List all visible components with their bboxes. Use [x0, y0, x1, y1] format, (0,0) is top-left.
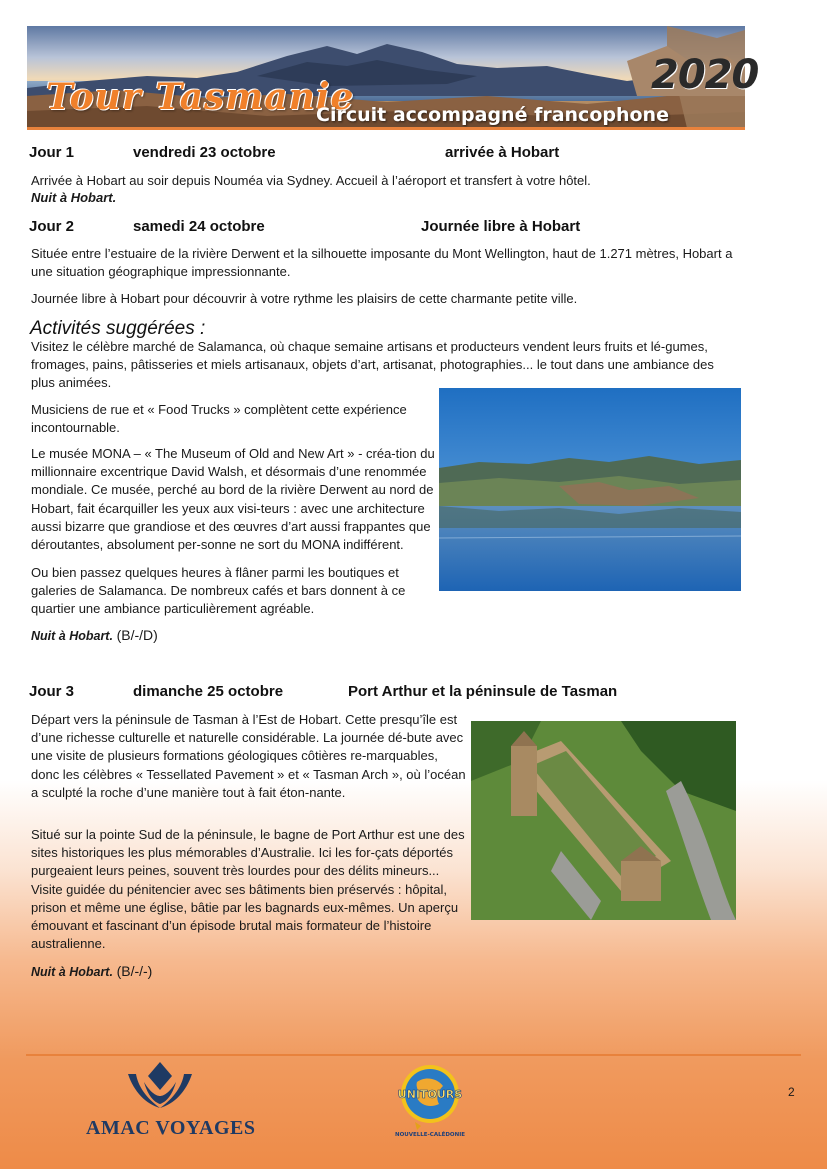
banner-divider	[27, 127, 745, 130]
activity-mona: Le musée MONA – « The Museum of Old and New Art » - créa-tion du millionnaire excentrique David Walsh, et désormais d’une renommée mondiale. Ce musée, perché au bord de la rivière Derwent au nord de Hobart, fait écarquiller les yeux aux visi-teurs : avec une architecture aussi bizarre que grandiose et des œuvres d’art aussi frappantes que déroutantes, absolument per-sonne ne sort du MONA indifférent.	[31, 446, 435, 553]
unitours-logo	[395, 1060, 465, 1140]
day1-paragraph: Arrivée à Hobart au soir depuis Nouméa via Sydney. Accueil à l’aéroport et transfert à votre hôtel.	[31, 173, 591, 188]
day3-meals: (B/-/-)	[116, 963, 153, 979]
day3-date: dimanche 25 octobre	[133, 683, 284, 700]
hobart-river-photo	[439, 388, 741, 591]
day2-nuit: Nuit à Hobart.	[31, 629, 113, 643]
port-arthur-church-photo	[471, 721, 736, 920]
day1-title: arrivée à Hobart	[445, 144, 560, 161]
year-label: 2020	[651, 52, 759, 98]
day3-title: Port Arthur et la péninsule de Tasman	[348, 683, 618, 700]
activities-heading: Activités suggérées :	[30, 318, 206, 339]
day1-nuit: Nuit à Hobart.	[31, 190, 117, 205]
activity-salamanca-galleries: Ou bien passez quelques heures à flâner parmi les boutiques et galeries de Salamanca. De nombreux cafés et bars donnent à ce quartier une ambiance particulièrement agréable.	[31, 565, 406, 617]
day3-label: Jour 3	[29, 683, 75, 700]
footer-divider	[26, 1054, 801, 1056]
day2-label: Jour 2	[29, 218, 75, 235]
day2-paragraph-2: Journée libre à Hobart pour découvrir à votre rythme les plaisirs de cette charmante petite ville.	[31, 291, 578, 306]
banner-subtitle: Circuit accompagné francophone	[316, 104, 669, 126]
unitours-wordmark: UNITOURS	[397, 1088, 463, 1101]
day3-nuit: Nuit à Hobart.	[31, 965, 113, 979]
day2-date: samedi 24 octobre	[133, 218, 265, 235]
day2-meals: (B/-/D)	[116, 627, 158, 643]
day3-paragraph-1: Départ vers la péninsule de Tasman à l’Est de Hobart. Cette presqu’île est d’une richesse culturelle et naturelle considérable. La journée dé-bute avec une visite de plusieurs formations géologiques côtières re-marquables, donc les célèbres « Tessellated Pavement » et « Tasman Arch », où l’océan a sculpté la roche d’une manière tout à fait éton-nante.	[31, 712, 466, 800]
day1-label: Jour 1	[29, 144, 75, 161]
activity-food-trucks: Musiciens de rue et « Food Trucks » complètent cette expérience incontournable.	[31, 402, 407, 436]
amac-voyages-logo: AMAC VOYAGES	[86, 1117, 256, 1139]
day3-nuit-line	[31, 962, 152, 981]
unitours-subtitle: NOUVELLE-CALÉDONIE	[395, 1132, 465, 1138]
tour-tasmanie-logo: Tour Tasmanie	[46, 76, 355, 118]
day2-title: Journée libre à Hobart	[421, 218, 581, 235]
day3-paragraph-2: Situé sur la pointe Sud de la péninsule, le bagne de Port Arthur est une des sites historiques les plus mémorables d’Australie. Ici les for-çats déportés purgeaient leurs peines, souvent très lourdes pour des délits mineurs... Visite guidée du pénitencier avec ses bâtiments bien préservés : hôpital, prison et même une église, bâtie par les bagnards eux-mêmes. Un aperçu émouvant et fascinant d’un épisode brutal mais formateur de l’histoire australienne.	[31, 827, 465, 952]
day1-date: vendredi 23 octobre	[133, 144, 276, 161]
activity-salamanca-market: Visitez le célèbre marché de Salamanca, où chaque semaine artisans et producteurs vendent leurs fruits et lé-gumes, fromages, pains, pâtisseries et miels artisanaux, objets d’art, artisanat, photographies... le tout dans une ambiance des plus animées.	[31, 339, 714, 391]
day2-paragraph-1: Située entre l’estuaire de la rivière Derwent et la silhouette imposante du Mont Wellington, haut de 1.271 mètres, Hobart a une situation géographique impressionnante.	[31, 246, 733, 280]
page-number: 2	[788, 1085, 795, 1099]
amac-lotus-icon	[124, 1060, 196, 1116]
day2-nuit-line	[31, 626, 158, 645]
